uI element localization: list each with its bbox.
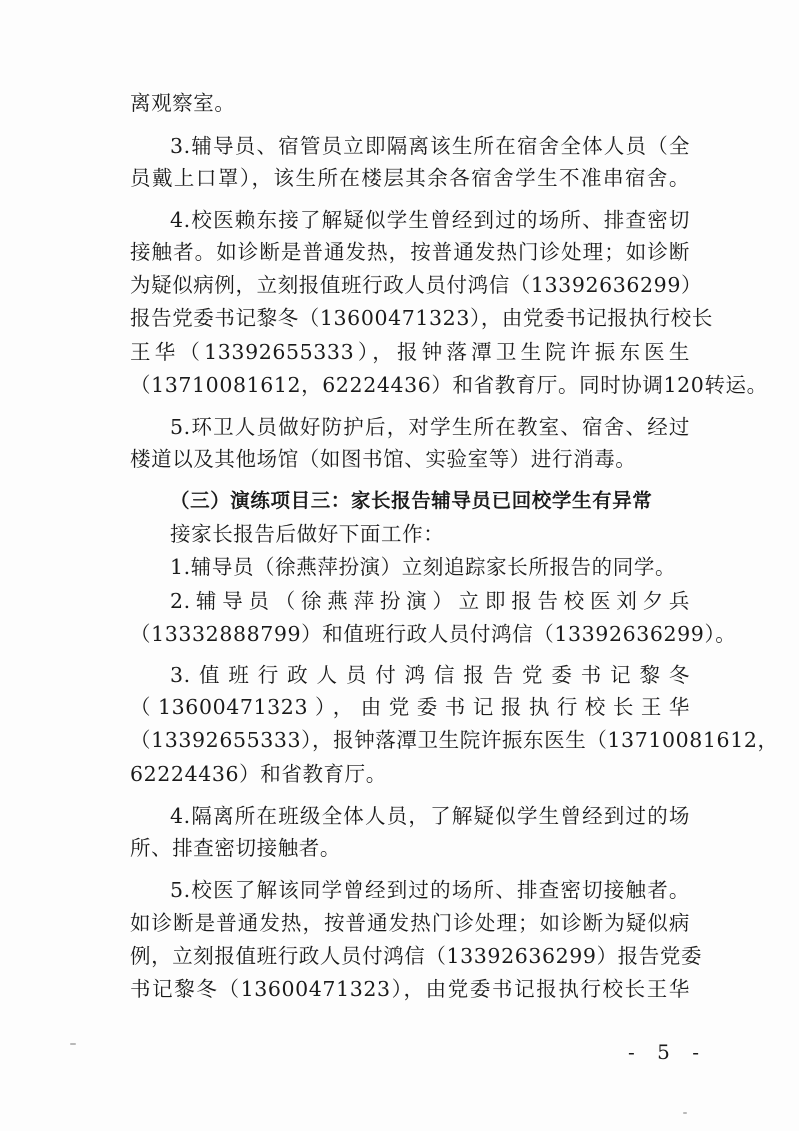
text-line-13: 接家长报告后做好下面工作： bbox=[170, 522, 445, 546]
text-line-24: 如诊断是普通发热，按普通发热门诊处理；如诊断为疑似病 bbox=[130, 911, 690, 935]
text-line-22: 所、排查密切接触者。 bbox=[130, 836, 341, 860]
text-line-15: 2.辅导员（徐燕萍扮演）立即报告校医刘夕兵 bbox=[170, 589, 690, 613]
text-line-9: （13710081612，62224436）和省教育厅。同时协调120转运。 bbox=[130, 373, 768, 397]
text-line-14: 1.辅导员（徐燕萍扮演）立刻追踪家长所报告的同学。 bbox=[170, 555, 677, 579]
text-line-23: 5.校医了解该同学曾经到过的场所、排查密切接触者。 bbox=[170, 878, 690, 902]
text-line-2: 3.辅导员、宿管员立即隔离该生所在宿舍全体人员（全 bbox=[170, 134, 690, 158]
scan-speck bbox=[70, 1043, 76, 1045]
page-number: - 5 - bbox=[628, 1040, 707, 1064]
text-line-20: 62224436）和省教育厅。 bbox=[130, 762, 387, 786]
text-line-1: 离观察室。 bbox=[130, 91, 236, 115]
section-heading: （三）演练项目三：家长报告辅导员已回校学生有异常 bbox=[170, 489, 653, 512]
text-line-11: 楼道以及其他场馆（如图书馆、实验室等）进行消毒。 bbox=[130, 447, 637, 471]
text-line-10: 5.环卫人员做好防护后，对学生所在教室、宿舍、经过 bbox=[170, 415, 690, 439]
text-line-8: 王华（13392655333），报钟落潭卫生院许振东医生 bbox=[130, 340, 690, 364]
text-line-3: 员戴上口罩），该生所在楼层其余各宿舍学生不准串宿舍。 bbox=[130, 166, 690, 190]
text-line-19: （13392655333），报钟落潭卫生院许振东医生（13710081612， bbox=[130, 728, 779, 752]
text-line-18: （13600471323），由党委书记报执行校长王华 bbox=[130, 695, 690, 719]
text-line-7: 报告党委书记黎冬（13600471323），由党委书记报执行校长 bbox=[130, 306, 713, 330]
text-line-16: （13332888799）和值班行政人员付鸿信（13392636299）。 bbox=[130, 622, 737, 646]
text-line-25: 例，立刻报值班行政人员付鸿信（13392636299）报告党委 bbox=[130, 944, 703, 968]
text-line-26: 书记黎冬（13600471323），由党委书记报执行校长王华 bbox=[130, 977, 690, 1001]
text-line-21: 4.隔离所在班级全体人员，了解疑似学生曾经到过的场 bbox=[170, 804, 690, 828]
text-line-6: 为疑似病例，立刻报值班行政人员付鸿信（13392636299） bbox=[130, 273, 703, 297]
text-line-17: 3.值班行政人员付鸿信报告党委书记黎冬 bbox=[170, 663, 690, 687]
text-line-5: 接触者。如诊断是普通发热，按普通发热门诊处理；如诊断 bbox=[130, 240, 690, 264]
text-line-4: 4.校医赖东接了解疑似学生曾经到过的场所、排查密切 bbox=[170, 208, 690, 232]
scan-speck bbox=[683, 1112, 687, 1114]
